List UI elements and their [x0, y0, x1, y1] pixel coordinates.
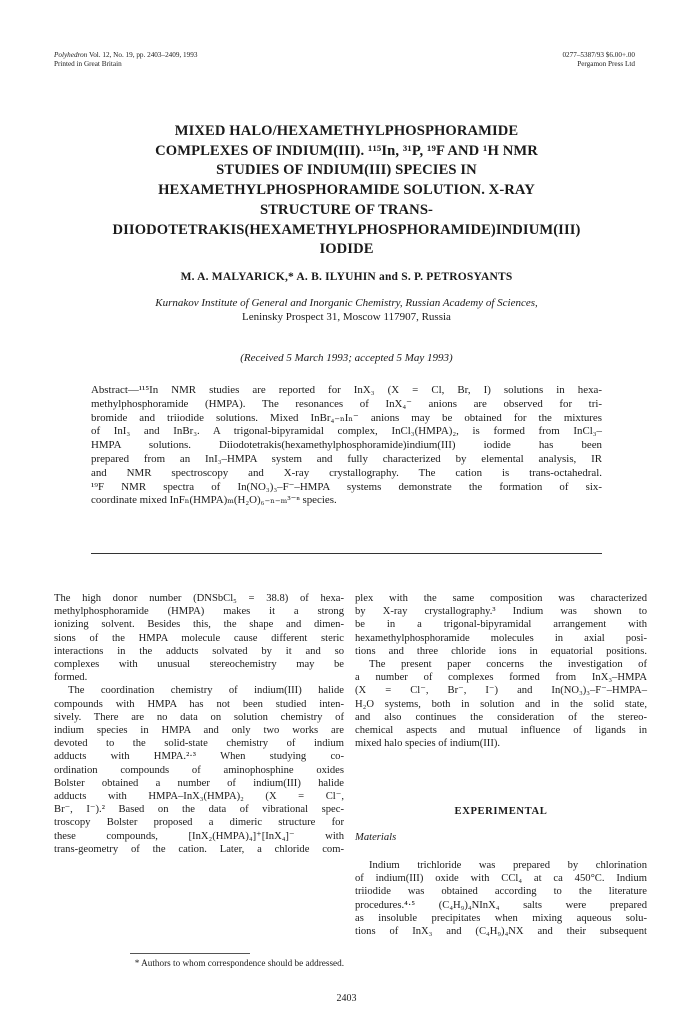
body-line: ordination compounds of aminophosphine oxides [54, 764, 344, 776]
received-dates: (Received 5 March 1993; accepted 5 May 1993) [240, 352, 453, 364]
body-line: methylphosphoramide (HMPA) makes it a strong [54, 606, 344, 618]
body-line: be in a trigonal-bipyramidal arrangement with [355, 619, 647, 631]
body-line: (X = Cl⁻, Br⁻, I⁻) and In(NO₃)₃–F⁻–HMPA– [355, 685, 647, 697]
abstract-divider [91, 553, 602, 554]
body-line: indium species in HMPA and only two works are [54, 725, 344, 737]
issn-price: 0277–5387/93 $6.00+.00 [562, 51, 635, 59]
footnote-divider [130, 953, 250, 954]
body-line: Br⁻, I⁻).² Based on the data of vibrational spec- [54, 804, 344, 816]
abstract-line: methylphosphoramide (HMPA). The resonances of InX₄⁻ anions are observed for tri- [91, 397, 602, 410]
body-left-column [54, 592, 344, 856]
footnote: * Authors to whom correspondence should be addressed. [134, 958, 344, 968]
body-line: sively. There are no data on solution chemistry of [54, 711, 344, 723]
journal-name: Polyhedron [54, 51, 88, 59]
article-title [60, 122, 633, 260]
body-line: mixed halo species of indium(III). [355, 738, 501, 750]
body-line: hexamethylphosphoramide molecules in axial posi- [355, 632, 647, 644]
body-line: and also continues the consideration of the stereo- [355, 711, 647, 723]
abstract-line: bromide and triiodide solutions. Mixed InBr₄₋ₙIₙ⁻ anions may be obtained for the mixtures [91, 411, 602, 424]
affiliation-line-1: Kurnakov Institute of General and Inorganic Chemistry, Russian Academy of Sciences, [155, 297, 538, 309]
body-line: trans-geometry of the cation. Later, a chloride com- [54, 843, 344, 855]
body-line: H₂O systems, both in solution and in the solid state, [355, 698, 647, 710]
body-line: these compounds, [InX₂(HMPA)₄]⁺[InX₄]⁻ with [54, 830, 344, 842]
body-line: compounds with HMPA has not been studied inten- [54, 698, 344, 710]
body-line: chemical aspects and mutual influence of ligands in [355, 725, 647, 737]
body-line: formed. [54, 672, 88, 684]
journal-header-left [54, 51, 197, 69]
body-line: Indium trichloride was prepared by chlorination [369, 860, 647, 871]
body-line: procedures.⁴·⁵ (C₄H₉)₄NInX₄ salts were prepared [355, 899, 647, 911]
affiliation-line-2: Leninsky Prospect 31, Moscow 117907, Russia [242, 311, 451, 323]
title-line: STRUCTURE OF TRANS- [260, 201, 433, 218]
body-line: ionizing solvent. Besides this, the shape and dimen- [54, 619, 344, 631]
body-line: a number of complexes formed from InX₃–HMPA [355, 672, 647, 684]
body-line: complexes with unusual stereochemistry may be [54, 659, 344, 671]
affiliation [60, 296, 633, 324]
body-line: tions of InX₃ and (C₄H₉)₄NX and their subsequent [355, 926, 647, 938]
page-number: 2403 [336, 993, 357, 1004]
title-line: DIIODOTETRAKIS(HEXAMETHYLPHOSPHORAMIDE)INDIUM(III) [112, 221, 581, 238]
title-line: IODIDE [319, 241, 374, 258]
abstract-line: of InI₃ and InBr₃. A trigonal-bipyramidal complex, InCl₃(HMPA)₂, is formed from InCl₃– [91, 425, 602, 438]
body-line: The coordination chemistry of indium(III) halide [68, 685, 344, 697]
abstract [91, 384, 602, 508]
body-line: plex with the same composition was characterized [355, 593, 647, 604]
abstract-line: ¹⁹F NMR spectra of In(NO₃)₃–F⁻–HMPA systems demonstrate the formation of six- [91, 480, 602, 493]
body-line: of indium(III) oxide with CCl₄ at ca 450°C. Indium [355, 873, 647, 885]
subsection-heading: Materials [355, 832, 397, 843]
abstract-line: coordinate mixed InFₙ(HMPA)ₘ(H₂O)₆₋ₙ₋ₘ³⁻ⁿ species. [91, 494, 337, 507]
title-line: STUDIES OF INDIUM(III) SPECIES IN [216, 162, 477, 179]
body-line: Bolster obtained a number of indium(III) halide [54, 777, 344, 789]
body-line: interactions in the adducts solvated by it and so [54, 645, 344, 657]
body-right-column [355, 592, 647, 750]
body-line: adducts with HMPA–InX₃(HMPA)₂ (X = Cl⁻, [54, 791, 344, 803]
abstract-line: HMPA solutions. Diiodotetrakis(hexamethylphosphoramide)indium(III) iodide has been [91, 439, 602, 452]
title-line: MIXED HALO/HEXAMETHYLPHOSPHORAMIDE [174, 123, 519, 139]
abstract-line: Abstract—¹¹⁵In NMR studies are reported for InX₃ (X = Cl, Br, I) solutions in hexa- [91, 384, 602, 396]
title-line: HEXAMETHYLPHOSPHORAMIDE SOLUTION. X-RAY [158, 182, 535, 199]
body-line: The high donor number (DNSbCl₅ = 38.8) of hexa- [54, 593, 344, 604]
body-line: devoted to the solid-state chemistry of indium [54, 738, 344, 750]
body-line: troscopy Bolster proposed a dimeric structure for [54, 817, 344, 829]
body-line: triiodide was obtained according to the literature [355, 886, 647, 898]
body-line: sions of the HMPA molecule cause different steric [54, 632, 344, 644]
title-line: COMPLEXES OF INDIUM(III). ¹¹⁵In, ³¹P, ¹⁹F AND ¹H NMR [155, 142, 538, 159]
section-heading: EXPERIMENTAL [454, 806, 548, 817]
publisher: Pergamon Press Ltd [577, 60, 635, 68]
journal-header-right [562, 51, 635, 69]
abstract-line: prepared from an InI₃–HMPA system and fully characterized by elemental analysis, IR [91, 452, 602, 465]
body-line: adducts with HMPA.²·³ When studying co- [54, 751, 344, 763]
journal-citation: Vol. 12, No. 19, pp. 2403–2409, 1993 [88, 51, 198, 59]
body-line: tions and three chloride ions in equatorial positions. [355, 645, 647, 657]
authors: M. A. MALYARICK,* A. B. ILYUHIN and S. P. PETROSYANTS [180, 271, 513, 283]
abstract-line: and NMR spectroscopy and X-ray crystallography. The cation is trans-octahedral. [91, 466, 602, 479]
body-line: as insoluble precipitates when mixing aqueous solu- [355, 912, 647, 924]
body-line: by X-ray crystallography.³ Indium was shown to [355, 606, 647, 618]
body-line: The present paper concerns the investigation of [369, 659, 647, 671]
body-right-column-experimental [355, 859, 647, 938]
printed-in: Printed in Great Britain [54, 60, 122, 68]
